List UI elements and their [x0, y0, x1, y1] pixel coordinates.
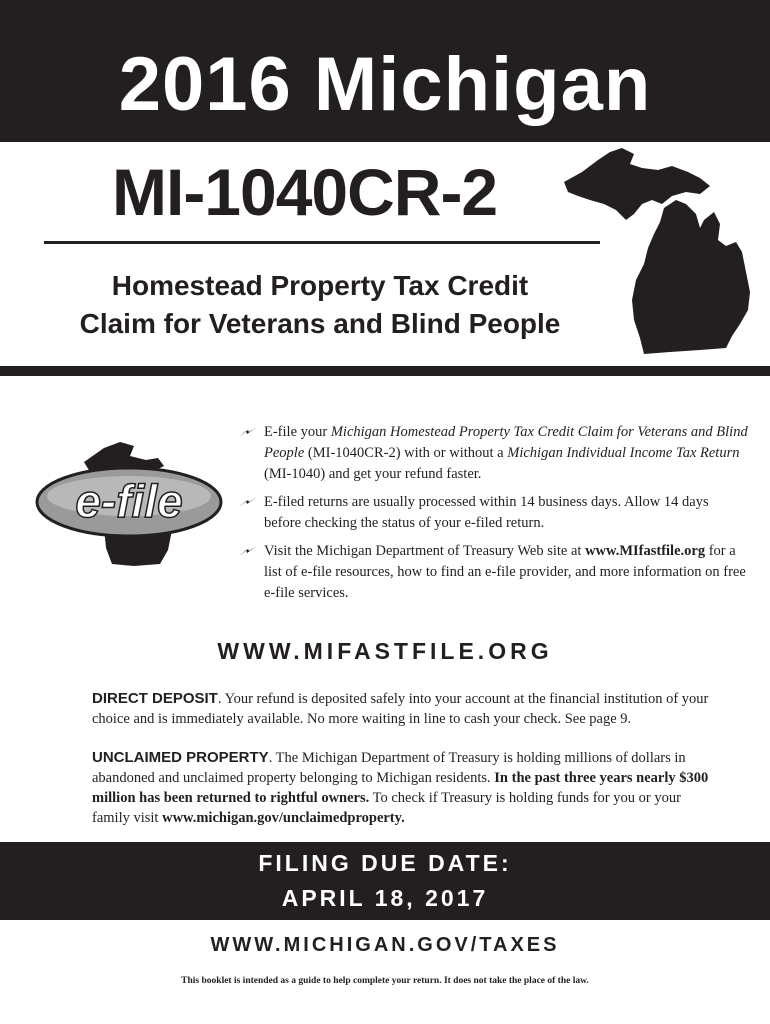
efile-logo-text: e-file [75, 475, 183, 527]
efile-bolt-icon [238, 496, 258, 508]
unclaimed-property-heading: UNCLAIMED PROPERTY [92, 749, 269, 766]
header-bottom-band [0, 366, 770, 376]
direct-deposit-heading: DIRECT DEPOSIT [92, 690, 218, 707]
efile-bolt-icon [238, 545, 258, 557]
mifastfile-website[interactable]: WWW.MIFASTFILE.ORG [217, 638, 553, 664]
footer-disclaimer: This booklet is intended as a guide to help complete your return. It does not take the place of the law. [181, 976, 589, 986]
form-code: MI-1040CR-2 [112, 155, 498, 229]
efile-bullet-2: E-filed returns are usually processed within 14 business days. Allow 14 days before checking the status of your e-filed return. [238, 492, 748, 534]
page-title: 2016 Michigan [118, 42, 652, 127]
form-title-line1: Homestead Property Tax Credit [111, 270, 529, 301]
efile-bullet-3: Visit the Michigan Department of Treasury Web site at www.MIfastfile.org for a list of e-file resources, how to find an e-file provider, and more information on free e-file services. [238, 541, 748, 604]
unclaimed-property-link[interactable]: www.michigan.gov/unclaimedproperty. [162, 810, 405, 826]
efile-bolt-icon [238, 426, 258, 438]
filing-due-date: APRIL 18, 2017 [281, 885, 489, 911]
form-title-line2: Claim for Veterans and Blind People [79, 308, 561, 339]
michigan-map-icon [560, 142, 770, 364]
filing-due-label: FILING DUE DATE: [258, 850, 512, 876]
treasury-website[interactable]: WWW.MICHIGAN.GOV/TAXES [210, 934, 560, 956]
title-divider [44, 241, 600, 244]
efile-bullet-list [238, 422, 748, 611]
unclaimed-property-paragraph: UNCLAIMED PROPERTY. The Michigan Department of Treasury is holding millions of dollars in abandoned and unclaimed property belonging to Michigan residents. In the past three years nearly $300 million has been returned to rightful owners. To check if Treasury is holding funds for you or your family visit www.michigan.gov/unclaimedproperty. [92, 749, 709, 826]
direct-deposit-paragraph: DIRECT DEPOSIT. Your refund is deposited safely into your account at the financial institution of your choice and is immediately available. No more waiting in line to cash your check. See page 9. [92, 690, 709, 727]
efile-logo-icon [34, 438, 234, 568]
efile-bullet-1: E-file your Michigan Homestead Property Tax Credit Claim for Veterans and Blind People (MI-1040CR-2) with or without a Michigan Individual Income Tax Return (MI-1040) and get your refund faster. [238, 422, 748, 485]
mifastfile-link[interactable]: www.MIfastfile.org [585, 543, 706, 559]
